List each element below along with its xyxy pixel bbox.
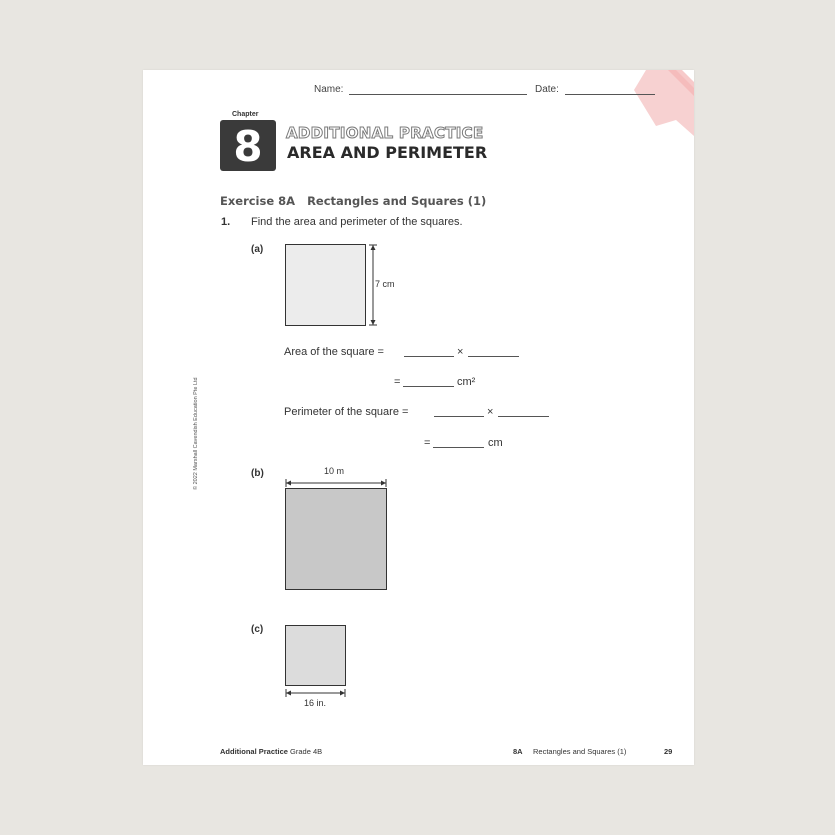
footer-book-title <box>220 747 322 756</box>
footer-book-title-bold: Additional Practice <box>220 747 288 756</box>
date-field-line[interactable] <box>565 94 655 95</box>
name-field-line[interactable] <box>349 94 527 95</box>
chapter-number: 8 <box>233 122 263 171</box>
date-label: Date: <box>535 84 559 95</box>
square-b <box>285 488 387 590</box>
part-b-label: (b) <box>251 468 264 479</box>
square-c-side-label: 16 in. <box>304 698 327 708</box>
perimeter-times-sign: × <box>487 406 494 418</box>
square-a-side-label: 7 cm <box>375 279 395 289</box>
area-result-blank[interactable] <box>403 386 454 387</box>
exercise-heading: Exercise 8A Rectangles and Squares (1) <box>220 194 487 208</box>
worksheet-page <box>143 70 694 765</box>
question-text: Find the area and perimeter of the squares. <box>251 216 463 228</box>
ribbon-bookmark-icon <box>626 70 694 136</box>
perimeter-blank-1[interactable] <box>434 416 484 417</box>
area-label: Area of the square = <box>284 346 384 358</box>
chapter-title: AREA AND PERIMETER <box>287 143 488 162</box>
perimeter-equals-sign: = <box>424 437 431 449</box>
part-c-label: (c) <box>251 624 264 635</box>
square-c <box>285 625 346 686</box>
area-times-sign: × <box>457 346 464 358</box>
chapter-label: Chapter <box>232 111 259 118</box>
footer-section-title: Rectangles and Squares (1) <box>533 747 627 756</box>
chapter-subtitle: ADDITIONAL PRACTICE <box>286 124 484 142</box>
question-number: 1. <box>221 216 231 228</box>
perimeter-result-blank[interactable] <box>433 447 484 448</box>
perimeter-blank-2[interactable] <box>498 416 549 417</box>
chapter-number-badge <box>220 120 276 171</box>
area-blank-2[interactable] <box>468 356 519 357</box>
footer-section-code: 8A <box>513 747 523 756</box>
area-unit: cm² <box>457 376 476 388</box>
square-a <box>285 244 366 326</box>
name-label: Name: <box>314 84 344 95</box>
footer-grade: Grade 4B <box>287 747 323 756</box>
area-equals-sign: = <box>394 376 401 388</box>
perimeter-unit: cm <box>488 437 503 449</box>
square-b-side-label: 10 m <box>324 466 345 476</box>
area-blank-1[interactable] <box>404 356 454 357</box>
copyright-notice: © 2022 Marshall Cavendish Education Pte Ltd <box>193 377 199 490</box>
perimeter-label: Perimeter of the square = <box>284 406 409 418</box>
page-number: 29 <box>664 747 673 756</box>
part-a-label: (a) <box>251 244 264 255</box>
